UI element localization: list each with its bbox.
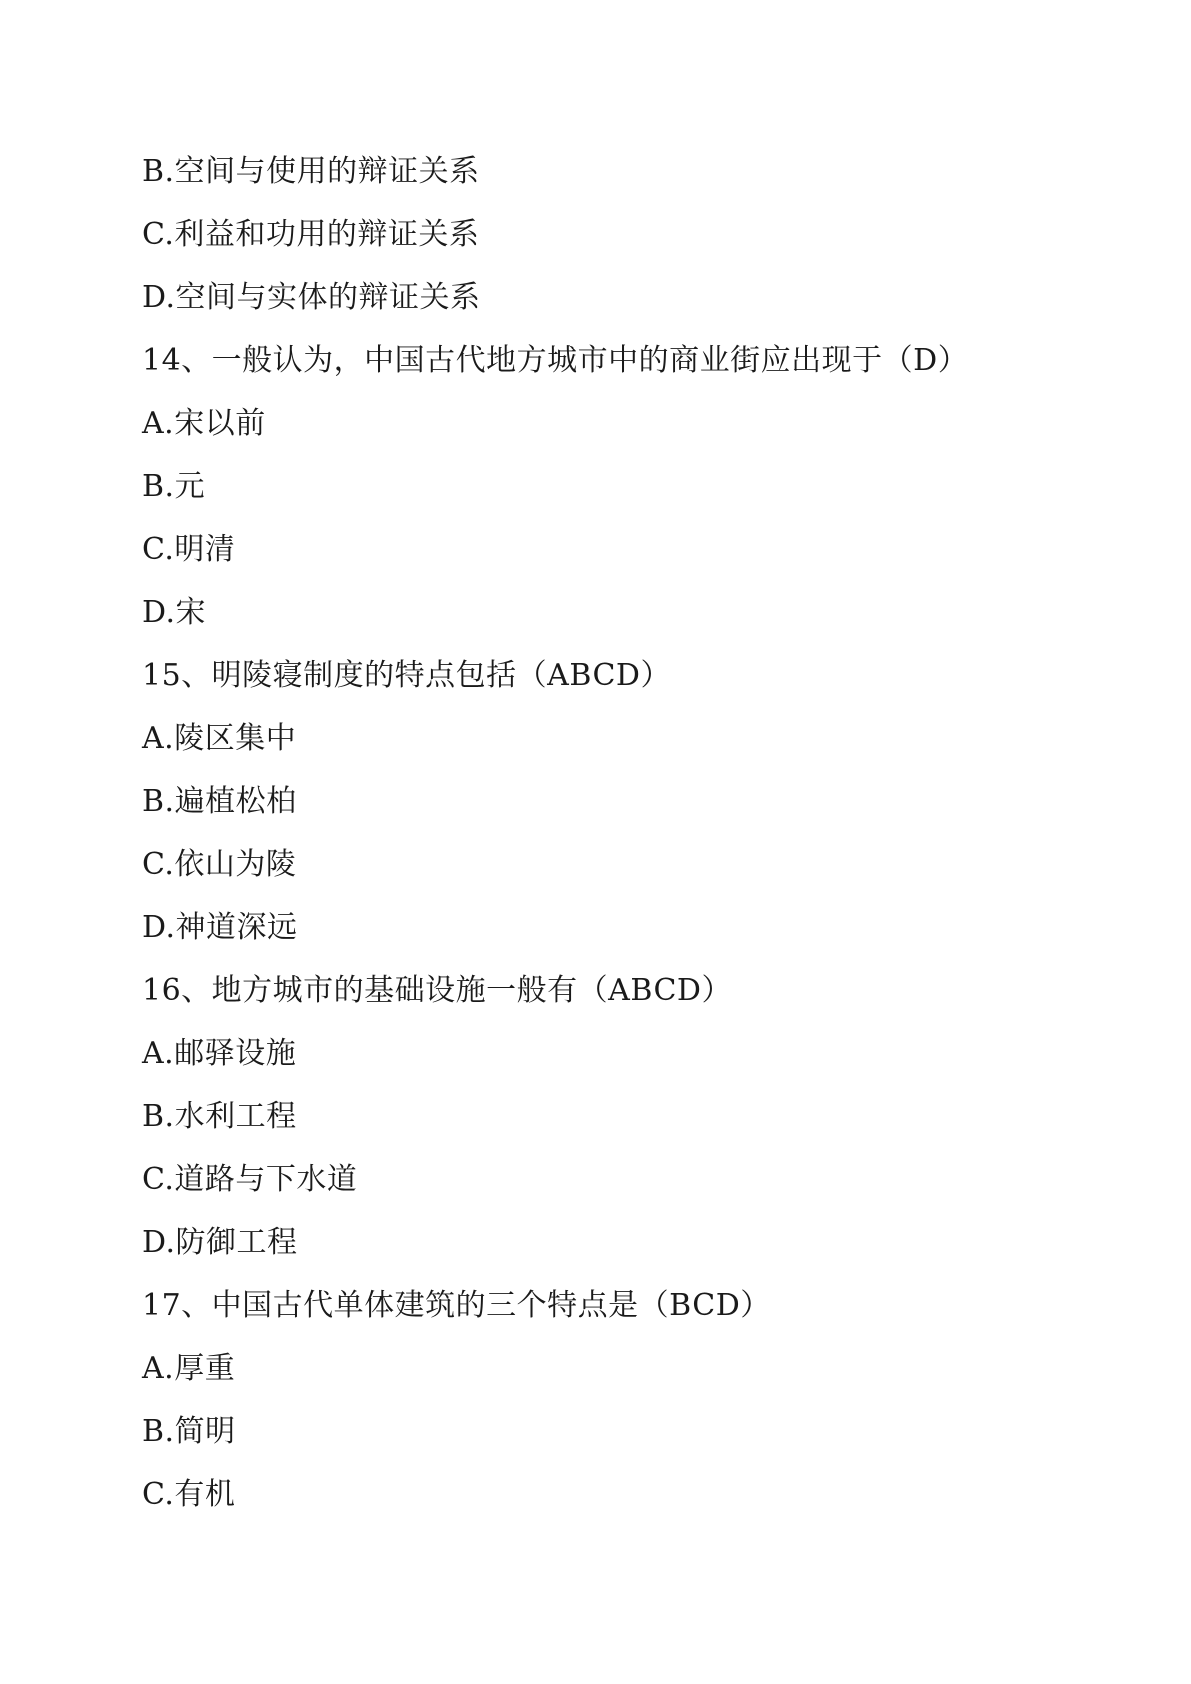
q17-option-b: B.简明 bbox=[142, 1414, 236, 1449]
question-15: 15、明陵寝制度的特点包括（ABCD） bbox=[142, 658, 671, 693]
q16-option-d: D.防御工程 bbox=[142, 1225, 298, 1260]
q14-option-d: D.宋 bbox=[142, 595, 207, 630]
q15-option-b: B.遍植松柏 bbox=[142, 784, 297, 819]
q16-option-c: C.道路与下水道 bbox=[142, 1162, 358, 1197]
question-16: 16、地方城市的基础设施一般有（ABCD） bbox=[142, 973, 732, 1008]
option-c-line: C.利益和功用的辩证关系 bbox=[142, 217, 480, 252]
q15-option-d: D.神道深远 bbox=[142, 910, 298, 945]
option-b-line: B.空间与使用的辩证关系 bbox=[142, 154, 480, 189]
q17-option-a: A.厚重 bbox=[142, 1351, 236, 1386]
option-d-line: D.空间与实体的辩证关系 bbox=[142, 280, 481, 315]
question-17: 17、中国古代单体建筑的三个特点是（BCD） bbox=[142, 1288, 771, 1323]
q15-option-a: A.陵区集中 bbox=[142, 721, 297, 756]
q14-option-a: A.宋以前 bbox=[142, 406, 266, 441]
q15-option-c: C.依山为陵 bbox=[142, 847, 297, 882]
question-14: 14、一般认为，中国古代地方城市中的商业街应出现于（D） bbox=[142, 343, 969, 378]
q14-option-b: B.元 bbox=[142, 469, 206, 504]
q16-option-b: B.水利工程 bbox=[142, 1099, 297, 1134]
question-text-block bbox=[142, 140, 1142, 1526]
q17-option-c: C.有机 bbox=[142, 1477, 236, 1512]
q14-option-c: C.明清 bbox=[142, 532, 236, 567]
q16-option-a: A.邮驿设施 bbox=[142, 1036, 297, 1071]
